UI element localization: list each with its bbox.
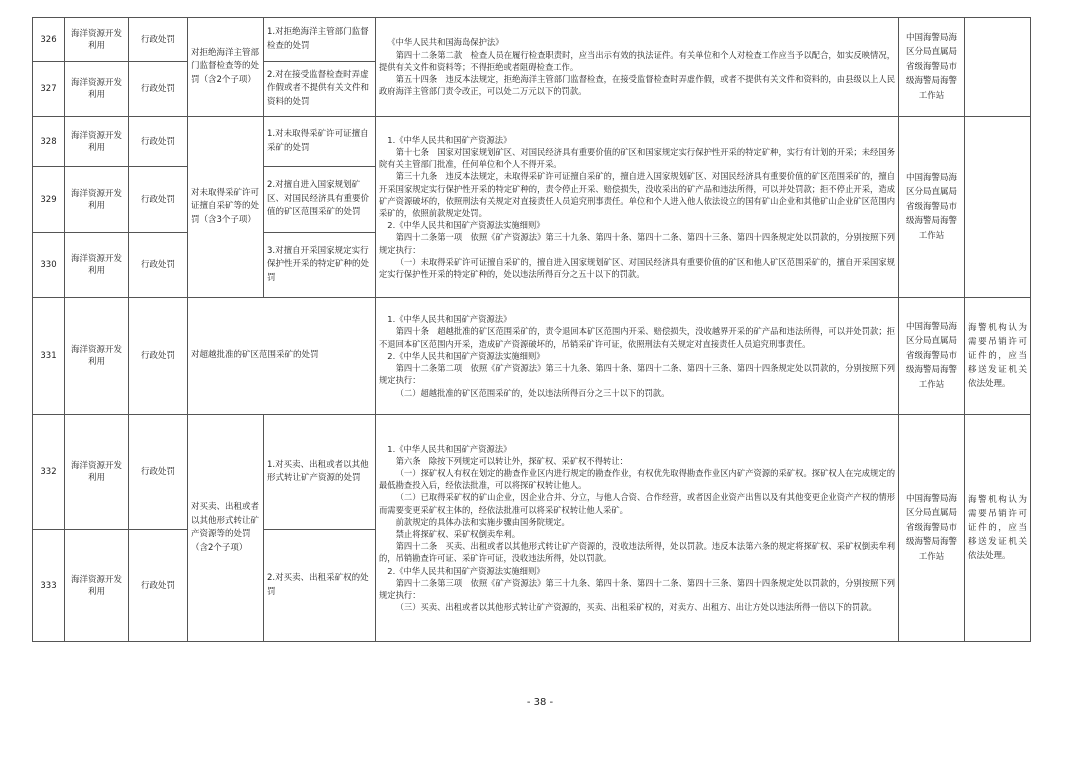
table-row bbox=[33, 298, 1031, 415]
category-cell: 海洋资源开发利用 bbox=[65, 167, 129, 233]
row-number: 330 bbox=[33, 233, 65, 298]
law-article: （三）买卖、出租或者以其他形式转让矿产资源的，买卖、出租采矿权的，对卖方、出租方、出让方处以违法所得一倍以下的罚款。 bbox=[395, 602, 877, 613]
law-article: 第四十二条第二款 检查人员在履行检查职责时，应当出示有效的执法证件。有关单位和个人对检查工作应当予以配合，如实反映情况，提供有关文件和资料等；不得拒绝或者阻碍检查工作。 bbox=[379, 49, 895, 72]
type-cell: 行政处罚 bbox=[129, 530, 188, 642]
authority-cell: 中国海警局海区分局直属局省级海警局市级海警局海警工作站 bbox=[899, 415, 965, 642]
legal-basis-cell bbox=[376, 18, 899, 117]
note-cell: 海警机构认为需要吊销许可证件的，应当移送发证机关依法处理。 bbox=[965, 298, 1031, 415]
sub-item-cell: 2.对擅自进入国家规划矿区、对国民经济具有重要价值的矿区范围采矿的处罚 bbox=[264, 167, 376, 233]
law-article: （一）探矿权人有权在划定的勘查作业区内进行规定的勘查作业，有权优先取得勘查作业区内矿产资源的采矿权。探矿权人在完成规定的最低勘查投入后，经依法批准，可以将探矿权转让他人。 bbox=[379, 467, 895, 491]
row-number: 333 bbox=[33, 530, 65, 642]
item-name-cell: 对超越批准的矿区范围采矿的处罚 bbox=[188, 298, 376, 415]
law-title: 2.《中华人民共和国矿产资源法实施细则》 bbox=[387, 220, 545, 231]
sub-item-cell: 1.对未取得采矿许可证擅自采矿的处罚 bbox=[264, 117, 376, 167]
table-row bbox=[33, 18, 1031, 62]
note-cell bbox=[965, 18, 1031, 117]
law-title: 1.《中华人民共和国矿产资源法》 bbox=[387, 134, 512, 145]
sub-item-cell: 2.对在接受监督检查时弄虚作假或者不提供有关文件和资料的处罚 bbox=[264, 62, 376, 117]
category-cell: 海洋资源开发利用 bbox=[65, 233, 129, 298]
type-cell: 行政处罚 bbox=[129, 117, 188, 167]
legal-basis-cell bbox=[376, 298, 899, 415]
row-number: 329 bbox=[33, 167, 65, 233]
law-article: 第四十条 超越批准的矿区范围采矿的，责令退回本矿区范围内开采、赔偿损失，没收越界开采的矿产品和违法所得，可以并处罚款；拒不退回本矿区范围内开采，造成矿产资源破坏的，吊销采矿许可证，依照刑法有关规定对直接责任人员追究刑事责任。 bbox=[379, 326, 895, 349]
row-number: 326 bbox=[33, 18, 65, 62]
item-name-cell: 对买卖、出租或者以其他形式转让矿产资源等的处罚（含2个子项） bbox=[188, 415, 264, 642]
sub-item-cell: 1.对买卖、出租或者以其他形式转让矿产资源的处罚 bbox=[264, 415, 376, 530]
law-article: （二）已取得采矿权的矿山企业，因企业合并、分立，与他人合资、合作经营，或者因企业资产出售以及有其他变更企业资产产权的情形而需要变更采矿权主体的，经依法批准可以将采矿权转让他人采矿。 bbox=[379, 492, 895, 515]
law-article: 第十七条 国家对国家规划矿区、对国民经济具有重要价值的矿区和国家规定实行保护性开采的特定矿种，实行有计划的开采；未经国务院有关主管部门批准，任何单位和个人不得开采。 bbox=[379, 146, 895, 170]
law-article: （二）超越批准的矿区范围采矿的，处以违法所得百分之三十以下的罚款。 bbox=[395, 387, 670, 398]
sub-item-cell: 1.对拒绝海洋主管部门监督检查的处罚 bbox=[264, 18, 376, 62]
row-number: 332 bbox=[33, 415, 65, 530]
authority-cell: 中国海警局海区分局直属局省级海警局市级海警局海警工作站 bbox=[899, 298, 965, 415]
power-list-table bbox=[32, 17, 1031, 642]
law-title: 1.《中华人民共和国矿产资源法》 bbox=[387, 314, 512, 325]
law-article: 第四十二条 买卖、出租或者以其他形式转让矿产资源的，没收违法所得，处以罚款。违反本法第六条的规定将探矿权、采矿权倒卖牟利的，吊销勘查许可证、采矿许可证，没收违法所得，处以罚款。 bbox=[379, 541, 895, 564]
law-article: 第四十二条第一项 依照《矿产资源法》第三十九条、第四十条、第四十二条、第四十三条、第四十四条规定处以罚款的，分别按照下列规定执行： bbox=[379, 232, 895, 255]
row-number: 331 bbox=[33, 298, 65, 415]
note-cell: 海警机构认为需要吊销许可证件的，应当移送发证机关依法处理。 bbox=[965, 415, 1031, 642]
row-number: 328 bbox=[33, 117, 65, 167]
item-name-cell: 对拒绝海洋主管部门监督检查等的处罚（含2个子项） bbox=[188, 18, 264, 117]
law-title: 1.《中华人民共和国矿产资源法》 bbox=[387, 443, 512, 454]
law-article: 第五十四条 违反本法规定，拒绝海洋主管部门监督检查，在接受监督检查时弄虚作假，或者不提供有关文件和资料的，由县级以上人民政府海洋主管部门责令改正，可以处二万元以下的罚款。 bbox=[379, 74, 895, 97]
sub-item-cell: 3.对擅自开采国家规定实行保护性开采的特定矿种的处罚 bbox=[264, 233, 376, 298]
authority-cell: 中国海警局海区分局直属局省级海警局市级海警局海警工作站 bbox=[899, 117, 965, 298]
law-article: 第六条 除按下列规定可以转让外，探矿权、采矿权不得转让： bbox=[395, 455, 628, 466]
row-number: 327 bbox=[33, 62, 65, 117]
category-cell: 海洋资源开发利用 bbox=[65, 530, 129, 642]
legal-basis-cell bbox=[376, 415, 899, 642]
law-article: 第四十二条第二项 依照《矿产资源法》第三十九条、第四十条、第四十二条、第四十三条、第四十四条规定处以罚款的，分别按照下列规定执行： bbox=[379, 363, 895, 386]
type-cell: 行政处罚 bbox=[129, 18, 188, 62]
table-row bbox=[33, 415, 1031, 530]
page-number: - 38 - bbox=[526, 697, 554, 708]
type-cell: 行政处罚 bbox=[129, 415, 188, 530]
type-cell: 行政处罚 bbox=[129, 167, 188, 233]
category-cell: 海洋资源开发利用 bbox=[65, 415, 129, 530]
table-row bbox=[33, 117, 1031, 167]
category-cell: 海洋资源开发利用 bbox=[65, 117, 129, 167]
category-cell: 海洋资源开发利用 bbox=[65, 18, 129, 62]
authority-cell: 中国海警局海区分局直属局省级海警局市级海警局海警工作站 bbox=[899, 18, 965, 117]
legal-basis-cell bbox=[376, 117, 899, 298]
type-cell: 行政处罚 bbox=[129, 62, 188, 117]
law-article: 禁止将探矿权、采矿权倒卖牟利。 bbox=[395, 529, 521, 539]
law-article: 第四十二条第三项 依照《矿产资源法》第三十九条、第四十条、第四十二条、第四十三条、第四十四条规定处以罚款的，分别按照下列规定执行： bbox=[379, 577, 895, 601]
sub-item-cell: 2.对买卖、出租采矿权的处罚 bbox=[264, 530, 376, 642]
law-article: （一）未取得采矿许可证擅自采矿的，擅自进入国家规划矿区、对国民经济具有重要价值的矿区和他人矿区范围采矿的，擅自开采国家规定实行保护性开采的特定矿种的，处以违法所得百分之五十以下的罚款。 bbox=[379, 256, 895, 280]
type-cell: 行政处罚 bbox=[129, 233, 188, 298]
law-title: 2.《中华人民共和国矿产资源法实施细则》 bbox=[387, 350, 545, 361]
law-article: 第三十九条 违反本法规定，未取得采矿许可证擅自采矿的，擅自进入国家规划矿区、对国民经济具有重要价值的矿区范围采矿的，擅自开采国家规定实行保护性开采的特定矿种的，责令停止开采、赔偿损失，没收采出的矿产品和违法所得，可以并处罚款；拒不停止开采，造成矿产资源破坏的，依照刑法有关规定对直接责任人员追究刑事责任。单位和个人进入他人依法设立的国有矿山企业和其他矿山企业矿区范围内采矿的，依照前款规定处罚。 bbox=[379, 171, 895, 218]
category-cell: 海洋资源开发利用 bbox=[65, 298, 129, 415]
category-cell: 海洋资源开发利用 bbox=[65, 62, 129, 117]
type-cell: 行政处罚 bbox=[129, 298, 188, 415]
law-title: 2.《中华人民共和国矿产资源法实施细则》 bbox=[387, 565, 545, 576]
law-title: 《中华人民共和国海岛保护法》 bbox=[387, 37, 504, 48]
law-article: 前款规定的具体办法和实施步骤由国务院规定。 bbox=[395, 516, 570, 527]
note-cell bbox=[965, 117, 1031, 298]
item-name-cell: 对未取得采矿许可证擅自采矿等的处罚（含3个子项） bbox=[188, 117, 264, 298]
